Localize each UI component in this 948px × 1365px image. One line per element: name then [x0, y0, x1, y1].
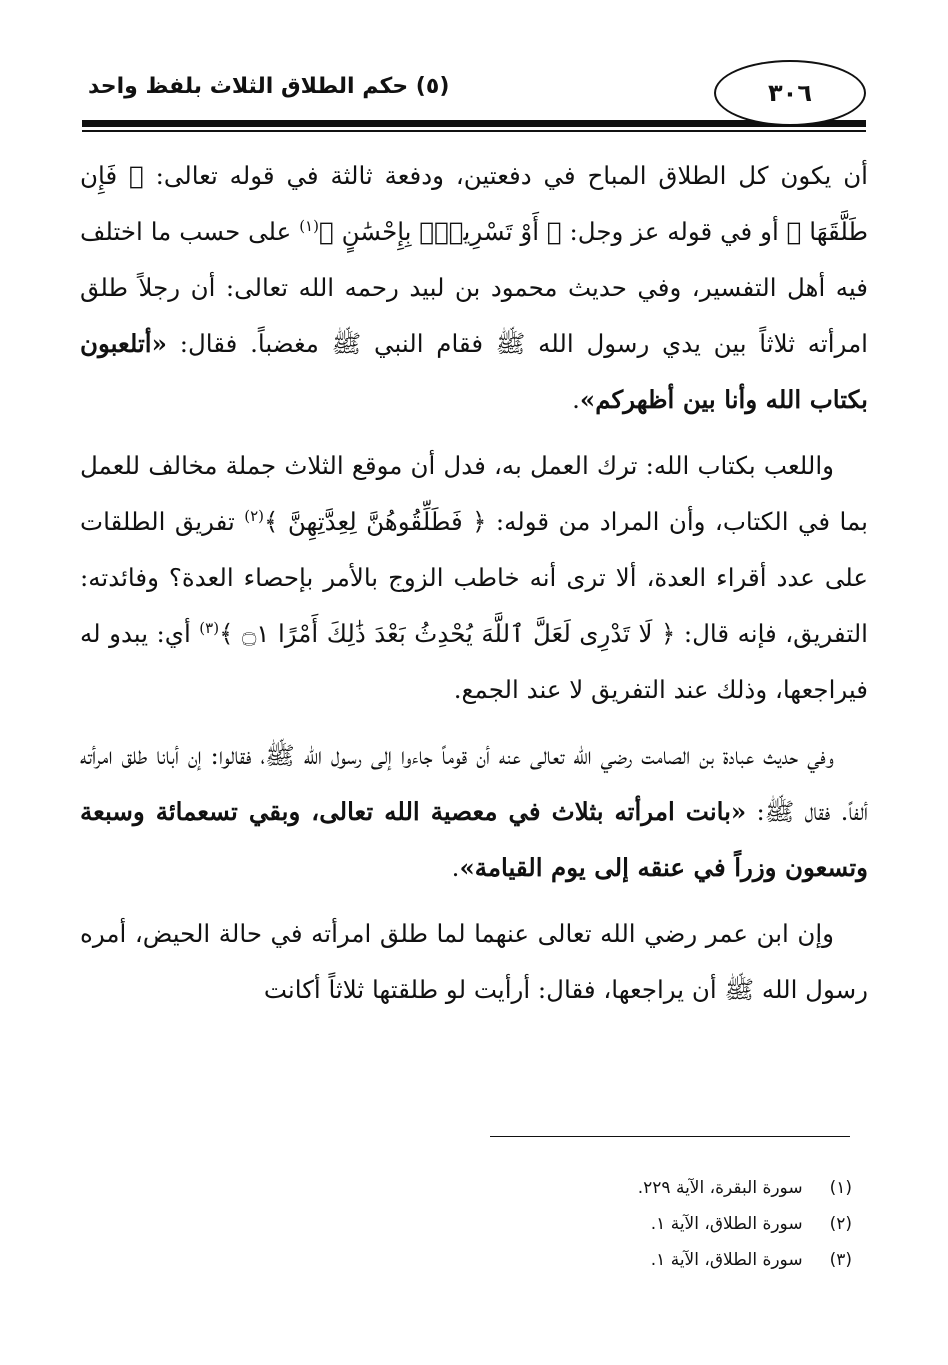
footnote-text: سورة الطلاق، الآية ١. — [650, 1214, 803, 1234]
footnote-text: سورة البقرة، الآية ٢٢٩. — [637, 1178, 803, 1198]
text-segment: على حسب ما اختلف فيه أهل التفسير، وفي حديث محمود بن لبيد رحمه الله تعالى: أن رجلاً طلق امرأته ثلاثاً بين يدي رسول الله ﷺ فقام النبي ﷺ مغضباً. فقال: — [80, 217, 868, 358]
footnote-number: (٣) — [829, 1250, 852, 1270]
paragraph-2 — [80, 438, 868, 718]
header-rule-thin — [82, 130, 866, 132]
text-segment: أن يكون كل الطلاق المباح في دفعتين، ودفعة ثالثة في قوله تعالى: ﴿ فَإِن طَلَّقَهَا ﴾ أو في قوله عز وجل: ﴿ أَوْ تَسْرِيحٌۢ بِإِحْسَٰنٍ ﴾ — [80, 161, 869, 246]
footnote-number: (١) — [829, 1178, 852, 1198]
page-number: ٣٠٦ — [714, 60, 866, 126]
header-rule-thick — [82, 120, 866, 127]
footnote-item — [352, 1206, 852, 1242]
text-segment: تفريق الطلقات على عدد أقراء العدة، ألا ترى أنه خاطب الزوج بالأمر بإحصاء العدة؟ وفائدته: التفريق، فإنه قال: ﴿ لَا تَدْرِى لَعَلَّ ٱللَّهَ يُحْدِثُ بَعْدَ ذَٰلِكَ أَمْرًا ۝١ ﴾ — [80, 507, 868, 648]
text-segment: . — [451, 853, 460, 882]
running-title: (٥) حكم الطلاق الثلاث بلفظ واحد — [88, 74, 450, 99]
text-segment: أي: يبدو له فيراجعها، وذلك عند التفريق لا عند الجمع. — [80, 619, 868, 704]
footnote-item — [352, 1242, 852, 1278]
paragraph-1 — [80, 148, 868, 428]
text-segment: . — [572, 385, 580, 414]
footnote-number: (٢) — [829, 1214, 852, 1234]
text-segment: واللعب بكتاب الله: ترك العمل به، فدل أن موقع الثلاث جملة مخالف للعمل بما في الكتاب، وأن المراد من قوله: ﴿ فَطَلِّقُوهُنَّ لِعِدَّتِهِنَّ ﴾ — [80, 451, 868, 536]
paragraph-3 — [80, 728, 868, 896]
footnote-ref-2: (٢) — [244, 506, 265, 525]
footnote-item — [352, 1170, 852, 1206]
footnotes — [352, 1170, 852, 1278]
footnote-ref-1: (١) — [299, 216, 319, 235]
footnote-separator — [490, 1136, 850, 1137]
footnote-ref-3: (٣) — [199, 618, 220, 637]
text-segment: وفي حديث عبادة بن الصامت رضي الله تعالى عنه أن قوماً جاءوا إلى رسول الله ﷺ، فقالوا: إن أبانا طلق امرأته ألفاً. فقال ﷺ: — [80, 741, 868, 826]
paragraph-4 — [80, 906, 868, 1018]
main-text — [80, 148, 868, 1028]
hadith-quote: «بانت امرأته بثلاث في معصية الله تعالى، وبقي تسعمائة وسبعة وتسعون وزراً في عنقه إلى يوم القيامة» — [80, 797, 868, 882]
hadith-quote: «أتلعبون بكتاب الله وأنا بين أظهركم» — [80, 329, 868, 414]
footnote-text: سورة الطلاق، الآية ١. — [650, 1250, 803, 1270]
text-segment: وإن ابن عمر رضي الله تعالى عنهما لما طلق امرأته في حالة الحيض، أمره رسول الله ﷺ أن يراجعها، فقال: أرأيت لو طلقتها ثلاثاً أكانت — [80, 919, 868, 1004]
